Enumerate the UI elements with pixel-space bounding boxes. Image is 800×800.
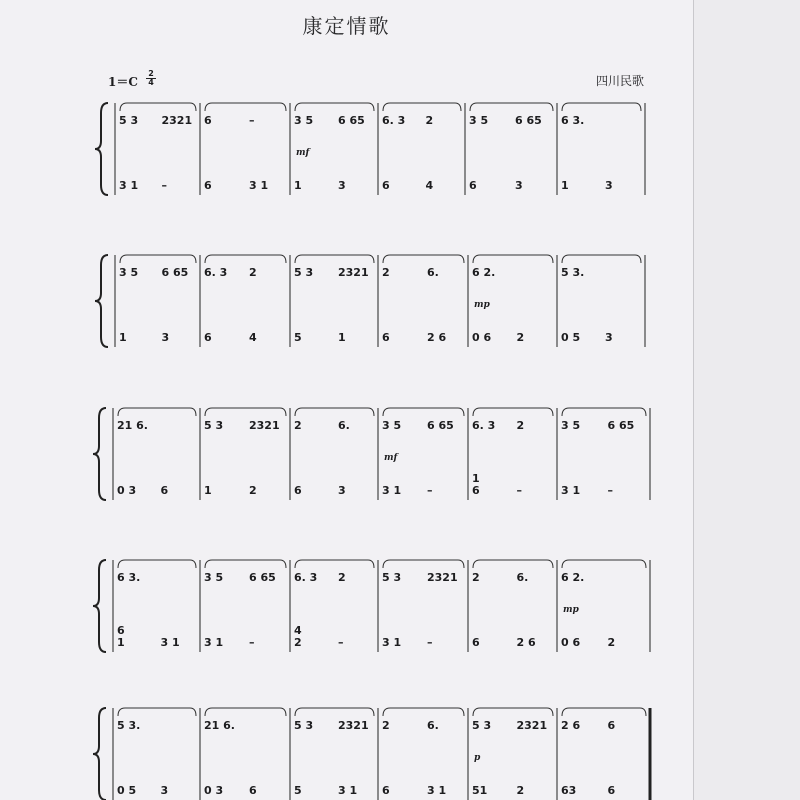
lh-note-group: 6 xyxy=(204,331,212,344)
lh-note-group: 0 6 xyxy=(472,331,492,344)
lh-note-group: 3 xyxy=(515,179,523,192)
rh-note-group: 6 65 xyxy=(427,419,454,432)
rh-note-group: 6. 3 xyxy=(204,266,228,279)
rh-note-group: 2 xyxy=(472,571,480,584)
rh-note-group: 2321 xyxy=(338,719,369,732)
slur xyxy=(383,408,464,416)
rh-note-group: 6 2. xyxy=(472,266,496,279)
lh-note-group: 6 xyxy=(607,784,616,797)
lh-note: 2 xyxy=(294,636,302,649)
rh-note-group: 5 3 xyxy=(119,114,139,127)
lh-note-group: 3 xyxy=(605,331,613,344)
lh-note-group: – xyxy=(607,484,613,497)
bar-1 xyxy=(117,408,196,497)
rh-note-group: 6. 3 xyxy=(382,114,406,127)
time-signature-top: 2 xyxy=(148,69,154,78)
bar-3 xyxy=(294,708,374,797)
lh-note-group: – xyxy=(427,484,433,497)
bar-4 xyxy=(382,408,464,497)
slur xyxy=(473,408,553,416)
system-brace xyxy=(95,255,108,347)
lh-note-group: 6 xyxy=(472,636,480,649)
slur xyxy=(473,708,553,716)
system-5 xyxy=(93,708,650,800)
rh-note-group: 3 5 xyxy=(382,419,402,432)
bar-2 xyxy=(204,708,286,797)
bar-3 xyxy=(294,103,374,192)
lh-note-group: 3 1 xyxy=(119,179,139,192)
bar-5 xyxy=(472,255,553,344)
lh-note-group: 2 xyxy=(516,331,525,344)
bar-3 xyxy=(294,255,374,344)
lh-note-group: 3 xyxy=(338,484,346,497)
slur xyxy=(383,708,464,716)
lh-note-group: 3 xyxy=(160,784,169,797)
lh-note-group: 0 5 xyxy=(117,784,137,797)
lh-note-group: 3 xyxy=(605,179,613,192)
lh-note-group: 1 xyxy=(119,331,127,344)
rh-note-group: 5 3 xyxy=(204,419,224,432)
time-signature-bottom: 4 xyxy=(148,78,154,87)
lh-note-group: 0 3 xyxy=(204,784,224,797)
lh-note-group: 3 1 xyxy=(561,484,581,497)
lh-note-group: 4 xyxy=(249,331,257,344)
dynamic-marking: mp xyxy=(563,605,579,615)
rh-note-group: 5 3. xyxy=(561,266,585,279)
slur xyxy=(120,255,196,263)
lh-note-group: 3 1 xyxy=(382,484,402,497)
song-origin: 四川民歌 xyxy=(596,74,645,88)
bar-3 xyxy=(294,560,374,649)
rh-note-group: 2321 xyxy=(161,114,193,127)
dynamic-marking: mp xyxy=(474,300,490,310)
bar-1 xyxy=(117,560,196,649)
rh-note-group: – xyxy=(249,114,255,127)
lh-note-group: 6 xyxy=(160,484,169,497)
rh-note-group: 6 65 xyxy=(249,571,276,584)
lh-note-group: 5 xyxy=(294,331,302,344)
slur xyxy=(383,560,464,568)
lh-note-group: 2 6 xyxy=(427,331,447,344)
dynamic-marking: p xyxy=(474,753,481,763)
rh-note-group: 5 3. xyxy=(117,719,141,732)
slur xyxy=(383,103,461,111)
lh-note-group: 4 xyxy=(425,179,434,192)
slur xyxy=(295,408,374,416)
bar-5 xyxy=(469,103,553,192)
lh-note-group: 2 6 xyxy=(516,636,536,649)
bar-2 xyxy=(204,255,286,344)
bar-6 xyxy=(561,708,646,797)
bar-1 xyxy=(119,103,196,192)
rh-note-group: 3 5 xyxy=(561,419,581,432)
dynamic-marking: mf xyxy=(296,148,310,158)
rh-note-group: 3 5 xyxy=(469,114,489,127)
bar-6 xyxy=(561,560,646,649)
slur xyxy=(562,560,646,568)
rh-note-group: 6 3. xyxy=(117,571,141,584)
slur xyxy=(562,255,641,263)
lh-note-group: 1 xyxy=(294,179,302,192)
bar-4 xyxy=(382,255,464,344)
bar-2 xyxy=(204,560,286,649)
rh-note-group: 6. xyxy=(427,266,439,279)
slur xyxy=(473,255,553,263)
lh-note-group: 0 5 xyxy=(561,331,581,344)
bar-5 xyxy=(472,560,553,649)
rh-note-group: 2 6 xyxy=(561,719,581,732)
bar-2 xyxy=(204,103,286,192)
rh-note-group: 2 xyxy=(294,419,302,432)
system-brace xyxy=(95,103,108,195)
system-brace xyxy=(93,560,106,652)
rh-note-group: 6 65 xyxy=(607,419,635,432)
bar-6 xyxy=(561,408,646,497)
lh-note-group: 3 1 xyxy=(160,636,180,649)
bar-5 xyxy=(472,408,553,497)
system-brace xyxy=(93,708,106,800)
rh-note-group: 2 xyxy=(249,266,257,279)
lh-note-group: 6 xyxy=(382,784,390,797)
lh-note-group: 3 xyxy=(161,331,170,344)
slur xyxy=(118,408,196,416)
rh-note-group: 6. xyxy=(338,419,350,432)
slur xyxy=(295,560,374,568)
lh-note-group: 0 6 xyxy=(561,636,581,649)
rh-note-group: 3 5 xyxy=(119,266,139,279)
rh-note-group: 6. 3 xyxy=(472,419,496,432)
lh-note-group: – xyxy=(427,636,433,649)
bar-1 xyxy=(117,708,196,797)
lh-note-group: 3 1 xyxy=(204,636,224,649)
lh-note-group: 3 1 xyxy=(427,784,447,797)
lh-note-group: 3 1 xyxy=(338,784,358,797)
rh-note-group: 5 3 xyxy=(294,719,314,732)
bar-4 xyxy=(382,708,464,797)
lh-note-group: 0 3 xyxy=(117,484,137,497)
slur xyxy=(205,255,286,263)
rh-note-group: 6 65 xyxy=(515,114,542,127)
slur xyxy=(205,560,286,568)
rh-note-group: 3 5 xyxy=(204,571,224,584)
rh-note-group: 2 xyxy=(425,114,434,127)
rh-note-group: 2321 xyxy=(516,719,548,732)
rh-note-group: 21 6. xyxy=(204,719,235,732)
rh-note-group: 6 2. xyxy=(561,571,585,584)
rh-note-group: 5 3 xyxy=(472,719,492,732)
bar-6 xyxy=(561,255,641,344)
lh-note-group: – xyxy=(161,179,167,192)
rh-note-group: 6. 3 xyxy=(294,571,318,584)
system-3 xyxy=(93,408,650,500)
slur xyxy=(470,103,553,111)
lh-note-group: 2 xyxy=(249,484,257,497)
bar-2 xyxy=(204,408,286,497)
bar-5 xyxy=(472,708,553,797)
bar-4 xyxy=(382,103,461,192)
lh-note-group: 1 xyxy=(561,179,569,192)
dynamic-marking: mf xyxy=(384,453,398,463)
rh-note-group: 6 65 xyxy=(338,114,365,127)
rh-note-group: 5 3 xyxy=(382,571,402,584)
lh-note-group: – xyxy=(249,636,255,649)
rh-note-group: 6 xyxy=(204,114,212,127)
rh-note-group: 6 3. xyxy=(561,114,585,127)
slur xyxy=(205,408,286,416)
rh-note-group: 2321 xyxy=(427,571,458,584)
lh-note-group: 6 xyxy=(204,179,212,192)
bar-3 xyxy=(294,408,374,497)
lh-note-group: 1 xyxy=(204,484,212,497)
bar-6 xyxy=(561,103,641,192)
rh-note-group: 2 xyxy=(338,571,346,584)
lh-note: 1 xyxy=(117,636,125,649)
system-1 xyxy=(95,103,645,195)
rh-note-group: 2 xyxy=(516,419,525,432)
bar-4 xyxy=(382,560,464,649)
lh-note-group: 6 xyxy=(294,484,302,497)
lh-note-group: 6 xyxy=(382,179,390,192)
rh-note-group: 2321 xyxy=(249,419,280,432)
slur xyxy=(205,103,286,111)
slur xyxy=(295,708,374,716)
key-signature: 1＝C xyxy=(108,75,138,89)
lh-note-group: 2 xyxy=(516,784,525,797)
lh-note-group: 3 1 xyxy=(249,179,269,192)
rh-note-group: 5 3 xyxy=(294,266,314,279)
lh-note-group: – xyxy=(338,636,344,649)
slur xyxy=(295,103,374,111)
lh-note-group: 5 xyxy=(294,784,302,797)
rh-note-group: 6 65 xyxy=(161,266,189,279)
bar-1 xyxy=(119,255,196,344)
slur xyxy=(295,255,374,263)
lh-note-group: 2 xyxy=(607,636,616,649)
system-2 xyxy=(95,255,645,347)
lh-note: 6 xyxy=(117,624,125,637)
slur xyxy=(118,560,196,568)
lh-note-group: 1 xyxy=(338,331,346,344)
lh-note-group: – xyxy=(516,484,522,497)
rh-note-group: 2 xyxy=(382,266,390,279)
lh-note: 4 xyxy=(294,624,302,637)
lh-note: 6 xyxy=(472,484,480,497)
rh-note-group: 6. xyxy=(427,719,439,732)
slur xyxy=(383,255,464,263)
rh-note-group: 2321 xyxy=(338,266,369,279)
slur xyxy=(562,103,641,111)
song-title: 康定情歌 xyxy=(302,14,391,38)
lh-note-group: 3 xyxy=(338,179,346,192)
lh-note-group: 6 xyxy=(469,179,477,192)
slur xyxy=(205,708,286,716)
slur xyxy=(562,408,646,416)
lh-note-group: 6 xyxy=(249,784,257,797)
rh-note-group: 3 5 xyxy=(294,114,314,127)
slur xyxy=(118,708,196,716)
lh-note-group: 6 xyxy=(382,331,390,344)
rh-note-group: 6 xyxy=(607,719,616,732)
rh-note-group: 2 xyxy=(382,719,390,732)
system-4 xyxy=(93,560,650,652)
lh-note: 1 xyxy=(472,472,480,485)
slur xyxy=(473,560,553,568)
slur xyxy=(562,708,646,716)
system-brace xyxy=(93,408,106,500)
lh-note-group: 51 xyxy=(472,784,488,797)
rh-note-group: 6. xyxy=(516,571,529,584)
slur xyxy=(120,103,196,111)
lh-note-group: 3 1 xyxy=(382,636,402,649)
rh-note-group: 21 6. xyxy=(117,419,148,432)
lh-note-group: 63 xyxy=(561,784,577,797)
